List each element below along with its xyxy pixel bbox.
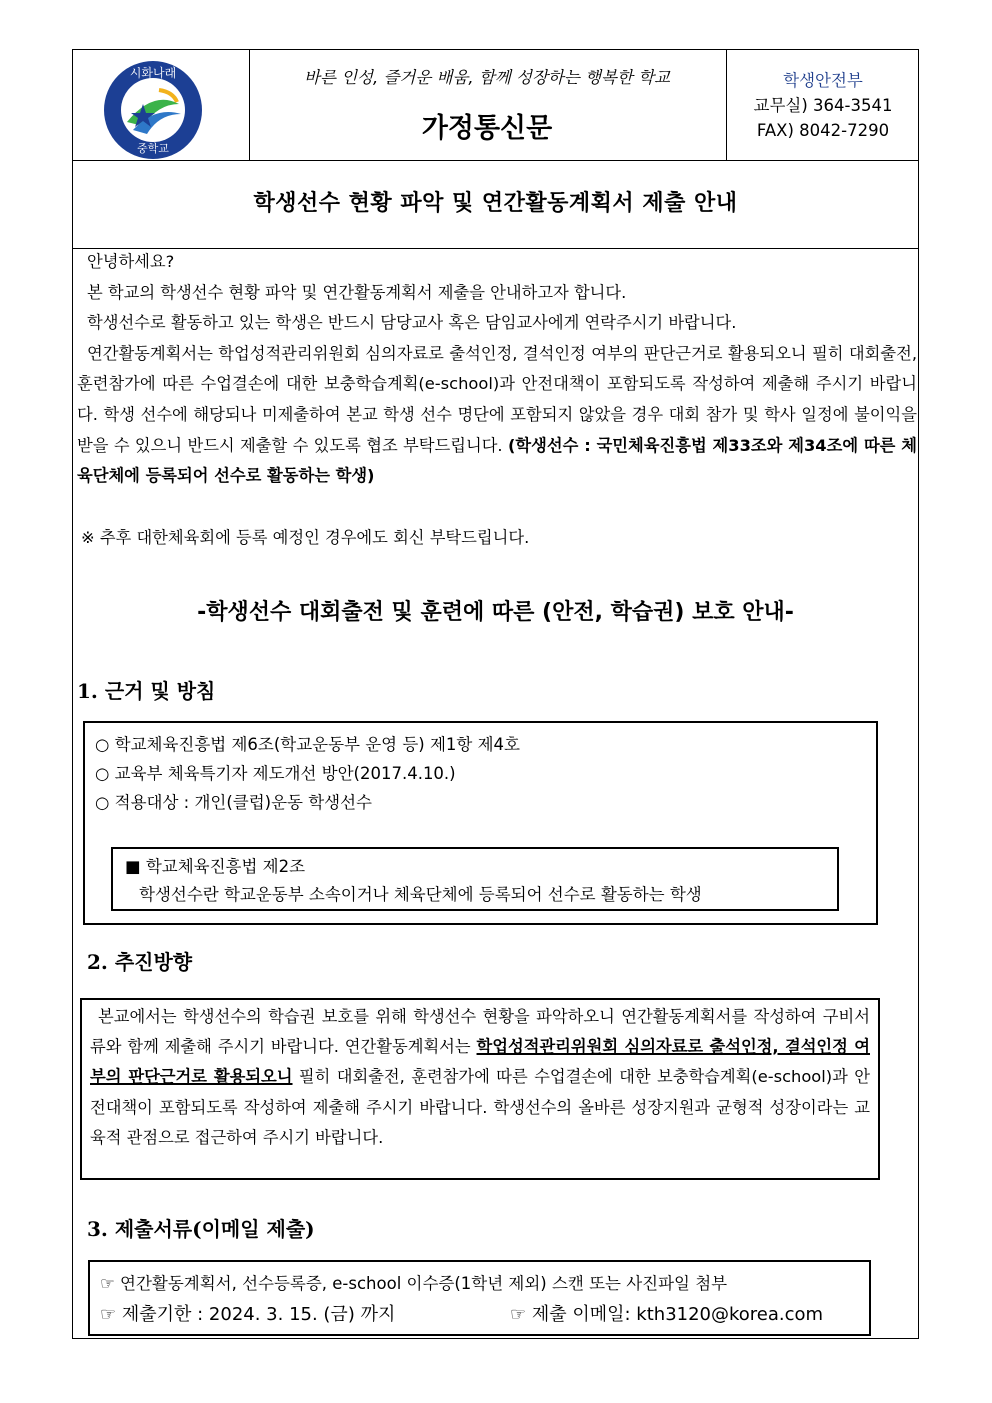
- direction-emphasis: 학업성적관리위원회 심의자료로 출석인정, 결석인정 여부의 판단근거로 활용되오니: [90, 1037, 870, 1087]
- direction-text: [90, 1002, 870, 1153]
- section3-heading: 3. 제출서류(이메일 제출): [87, 1217, 315, 1241]
- reply-note: ※ 추후 대한체육회에 등록 예정인 경우에도 회신 부탁드립니다.: [81, 528, 530, 547]
- logo-top-text: 시화나래: [129, 66, 177, 80]
- intro-body: [77, 247, 917, 492]
- school-motto: 바른 인성, 즐거운 배움, 함께 성장하는 행복한 학교: [304, 68, 670, 87]
- greeting: 안녕하세요?: [87, 252, 175, 271]
- department-phone: 교무실) 364-3541: [753, 96, 893, 115]
- basis-item-1: ○ 학교체육진흥법 제6조(학교운동부 운영 등) 제1항 제4호: [95, 735, 520, 754]
- law-article-text: 학생선수란 학교운동부 소속이거나 체육단체에 등록되어 선수로 활동하는 학생: [139, 885, 702, 904]
- law-definition-box: [111, 847, 839, 911]
- protection-heading: -학생선수 대회출전 및 훈련에 따른 (안전, 학습권) 보호 안내-: [197, 600, 794, 625]
- school-logo: [103, 60, 203, 160]
- department-name: 학생안전부: [783, 71, 863, 90]
- newsletter-title: 가정통신문: [421, 113, 553, 144]
- intro-line-1: 본 학교의 학생선수 현황 파악 및 연간활동계획서 제출을 안내하고자 합니다.: [87, 282, 627, 302]
- submission-deadline: ☞ 제출기한 : 2024. 3. 15. (금) 까지: [100, 1304, 396, 1325]
- section1-heading: 1. 근거 및 방침: [77, 679, 216, 703]
- submission-box: [88, 1260, 871, 1336]
- law-article-title: ■ 학교체육진흥법 제2조: [125, 857, 306, 876]
- intro-line-2: 학생선수로 활동하고 있는 학생은 반드시 담당교사 혹은 담임교사에게 연락주시기 바랍니다.: [87, 313, 737, 333]
- submission-email[interactable]: ☞ 제출 이메일: kth3120@korea.com: [510, 1304, 824, 1325]
- direction-text-b: 필히 대회출전, 훈련참가에 따른 수업결손에 대한 보충학습계획(e-school)과 안전대책이 포함되도록 작성하여 제출해 주시기 바랍니다. 학생선수의 올바른 성장지원과 균형적 성장이라는 교육적 관점으로 접근하여 주시기 바랍니다.: [90, 1067, 870, 1147]
- basis-box: [83, 721, 878, 925]
- department-info: [727, 68, 919, 143]
- intro-paragraph-text: 연간활동계획서는 학업성적관리위원회 심의자료로 출석인정, 결석인정 여부의 판단근거로 활용되오니 필히 대회출전, 훈련참가에 따른 수업결손에 대한 보충학습계획(e-school)과 안전대책이 포함되도록 작성하여 제출해 주시기 바랍니다. 학생 선수에 해당되나 미제출하여 본교 학생 선수 명단에 포함되지 않았을 경우 대회 참가 및 학사 일정에 불이익을 받을 수 있으니 반드시 제출할 수 있도록 협조 부탁드립니다.: [77, 343, 917, 455]
- document-title: 학생선수 현황 파악 및 연간활동계획서 제출 안내: [253, 191, 738, 216]
- section2-heading: 2. 추진방향: [87, 950, 193, 974]
- direction-box: [80, 998, 880, 1180]
- intro-paragraph: [77, 339, 917, 492]
- department-fax: FAX) 8042-7290: [756, 121, 890, 140]
- required-documents: ☞ 연간활동계획서, 선수등록증, e-school 이수증(1학년 제외) 스캔 또는 사진파일 첨부: [100, 1274, 728, 1293]
- basis-item-3: ○ 적용대상 : 개인(클럽)운동 학생선수: [95, 793, 372, 812]
- basis-item-2: ○ 교육부 체육특기자 제도개선 방안(2017.4.10.): [95, 764, 456, 783]
- student-athlete-definition: (학생선수 : 국민체육진흥법 제33조와 제34조에 따른 체육단체에 등록되어 선수로 활동하는 학생): [77, 435, 917, 486]
- direction-text-a: 본교에서는 학생선수의 학습권 보호를 위해 학생선수 현황을 파악하오니 연간활동계획서를 작성하여 구비서류와 함께 제출해 주시기 바랍니다. 연간활동계획서는: [90, 1007, 870, 1057]
- header-bottom-rule: [73, 160, 918, 161]
- logo-bottom-text: 중학교: [137, 142, 169, 155]
- newsletter-frame: [72, 49, 919, 1339]
